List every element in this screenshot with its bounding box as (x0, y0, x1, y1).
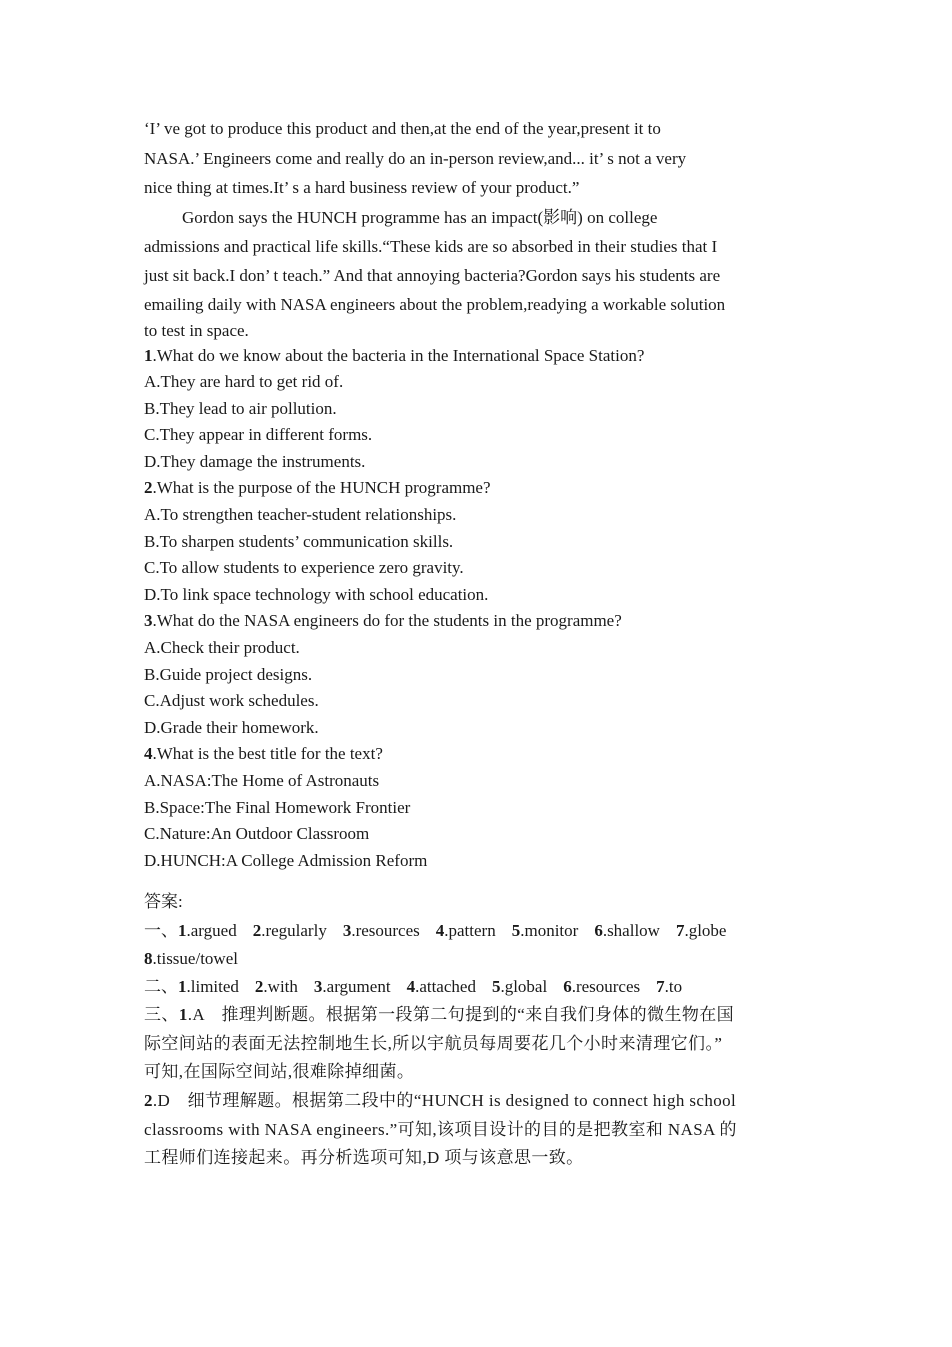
answer-item (512, 921, 579, 940)
explanation-line: 际空间站的表面无法控制地生长,所以宇航员每周要花几个小时来清理它们。” (144, 1033, 723, 1053)
answer-item (255, 977, 298, 996)
explanation-text: .A 推理判断题。根据第一段第二句提到的“来自我们身体的微生物在国 (187, 1005, 735, 1025)
answer-item (253, 921, 327, 940)
answer-text: .argument (322, 976, 391, 996)
answer-number: 1 (178, 976, 187, 996)
text-line: nice thing at times.It’ s a hard business review of your product.” (144, 178, 580, 197)
answer-text: .global (500, 976, 548, 996)
answer-number: 3 (342, 920, 352, 940)
answer-number: 7 (656, 976, 665, 996)
answer-text: .to (664, 976, 683, 996)
question-text: .What do the NASA engineers do for the students in the programme? (152, 611, 622, 631)
answer-number: 2 (144, 1090, 153, 1110)
answer-number: 4 (406, 976, 416, 996)
question-3 (144, 608, 812, 741)
answer-heading: 答案: (144, 892, 183, 912)
explanation-line: classrooms with NASA engineers.”可知,该项目设计的目的是把教室和 NASA 的 (144, 1119, 737, 1139)
section-prefix: 二、 (144, 976, 178, 996)
answer-number: 8 (144, 948, 153, 968)
text-line: Gordon says the HUNCH programme has an impact(影响) on college (182, 207, 658, 227)
answer-text: .with (263, 976, 298, 996)
answer-item (563, 977, 640, 996)
option-c: C.They appear in different forms. (144, 425, 373, 445)
answer-number: 1 (178, 920, 187, 940)
option-b: B.To sharpen students’ communication skills. (144, 531, 454, 551)
answer-item (178, 977, 239, 996)
answer-text: .monitor (520, 920, 579, 940)
answer-number: 7 (675, 920, 685, 940)
answer-number: 5 (511, 920, 521, 940)
answer-item (343, 921, 420, 940)
passage-paragraph-1 (144, 114, 812, 203)
question-4 (144, 741, 812, 874)
passage-paragraph-2 (144, 203, 812, 343)
answer-number: 4 (435, 920, 445, 940)
answer-number: 5 (491, 976, 501, 996)
question-number: 4 (144, 744, 153, 764)
answer-number: 1 (178, 1005, 188, 1025)
option-d: D.Grade their homework. (144, 717, 319, 737)
section-prefix: 三、 (144, 1005, 179, 1025)
question-stem (144, 475, 812, 502)
option-a: A.They are hard to get rid of. (144, 372, 344, 392)
question-text: .What is the purpose of the HUNCH programme? (152, 478, 491, 498)
section-prefix: 一、 (144, 920, 178, 940)
document-content (144, 114, 812, 1173)
answer-item (594, 921, 660, 940)
question-number: 1 (144, 345, 153, 365)
option-c: C.Adjust work schedules. (144, 691, 319, 711)
answer-item (492, 977, 547, 996)
option-d: D.HUNCH:A College Admission Reform (144, 850, 428, 870)
option-d: D.To link space technology with school education. (144, 584, 489, 604)
answer-text: .resources (351, 920, 420, 940)
answer-text: .tissue/towel (152, 948, 238, 968)
question-text: .What do we know about the bacteria in the International Space Station? (152, 345, 645, 365)
answer-number: 2 (254, 976, 264, 996)
answer-text: .limited (186, 976, 239, 996)
option-a: A.To strengthen teacher-student relationships. (144, 505, 457, 525)
answer-section-3-q1 (144, 1001, 812, 1087)
option-b: B.Space:The Final Homework Frontier (144, 797, 411, 817)
answer-number: 3 (313, 976, 323, 996)
text-line: to test in space. (144, 320, 249, 340)
explanation-line: 工程师们连接起来。再分析选项可知,D 项与该意思一致。 (144, 1148, 584, 1168)
question-number: 2 (144, 478, 153, 498)
answer-text: .regularly (261, 920, 327, 940)
question-2 (144, 475, 812, 608)
option-b: B.They lead to air pollution. (144, 398, 337, 418)
answer-section-1 (144, 917, 812, 945)
explanation-line: 可知,在国际空间站,很难除掉细菌。 (144, 1062, 415, 1082)
answer-text: .argued (186, 920, 237, 940)
option-a: A.NASA:The Home of Astronauts (144, 771, 380, 790)
option-a: A.Check their product. (144, 638, 300, 658)
text-line: ‘I’ ve got to produce this product and then,at the end of the year,present it to (144, 119, 661, 138)
question-1 (144, 343, 812, 476)
explanation-line (144, 1001, 812, 1030)
answer-item (178, 921, 237, 940)
explanation-line (144, 1087, 812, 1116)
option-b: B.Guide project designs. (144, 664, 313, 684)
answer-text: .shallow (602, 920, 660, 940)
question-text: .What is the best title for the text? (152, 744, 383, 764)
answer-item (656, 977, 682, 996)
text-line: NASA.’ Engineers come and really do an in-person review,and... it’ s not a very (144, 148, 687, 168)
answer-section-2 (144, 973, 812, 1001)
answer-key (144, 888, 812, 1172)
question-stem (144, 608, 812, 635)
explanation-text: .D 细节理解题。根据第二段中的“HUNCH is designed to connect high school (152, 1090, 737, 1110)
question-stem (144, 741, 812, 768)
answer-item (314, 977, 391, 996)
answer-text: .resources (571, 976, 641, 996)
answer-item (676, 921, 727, 940)
option-c: C.Nature:An Outdoor Classroom (144, 824, 370, 844)
answer-text: .pattern (444, 920, 496, 940)
text-line: admissions and practical life skills.“These kids are so absorbed in their studies that I (144, 236, 718, 256)
answer-item (436, 921, 496, 940)
answer-section-3-q2 (144, 1087, 812, 1173)
answer-text: .attached (415, 976, 476, 996)
option-d: D.They damage the instruments. (144, 451, 366, 471)
answer-number: 2 (252, 920, 262, 940)
answer-text: .globe (684, 920, 727, 940)
text-line: emailing daily with NASA engineers about the problem,readying a workable solution (144, 294, 726, 314)
answer-section-1-continued (144, 945, 812, 973)
text-line: just sit back.I don’ t teach.” And that annoying bacteria?Gordon says his students are (144, 265, 721, 285)
question-stem (144, 343, 812, 370)
answer-number: 6 (563, 976, 572, 996)
question-number: 3 (144, 611, 153, 631)
option-c: C.To allow students to experience zero gravity. (144, 558, 464, 578)
answer-number: 6 (594, 920, 603, 940)
answer-item (407, 977, 476, 996)
